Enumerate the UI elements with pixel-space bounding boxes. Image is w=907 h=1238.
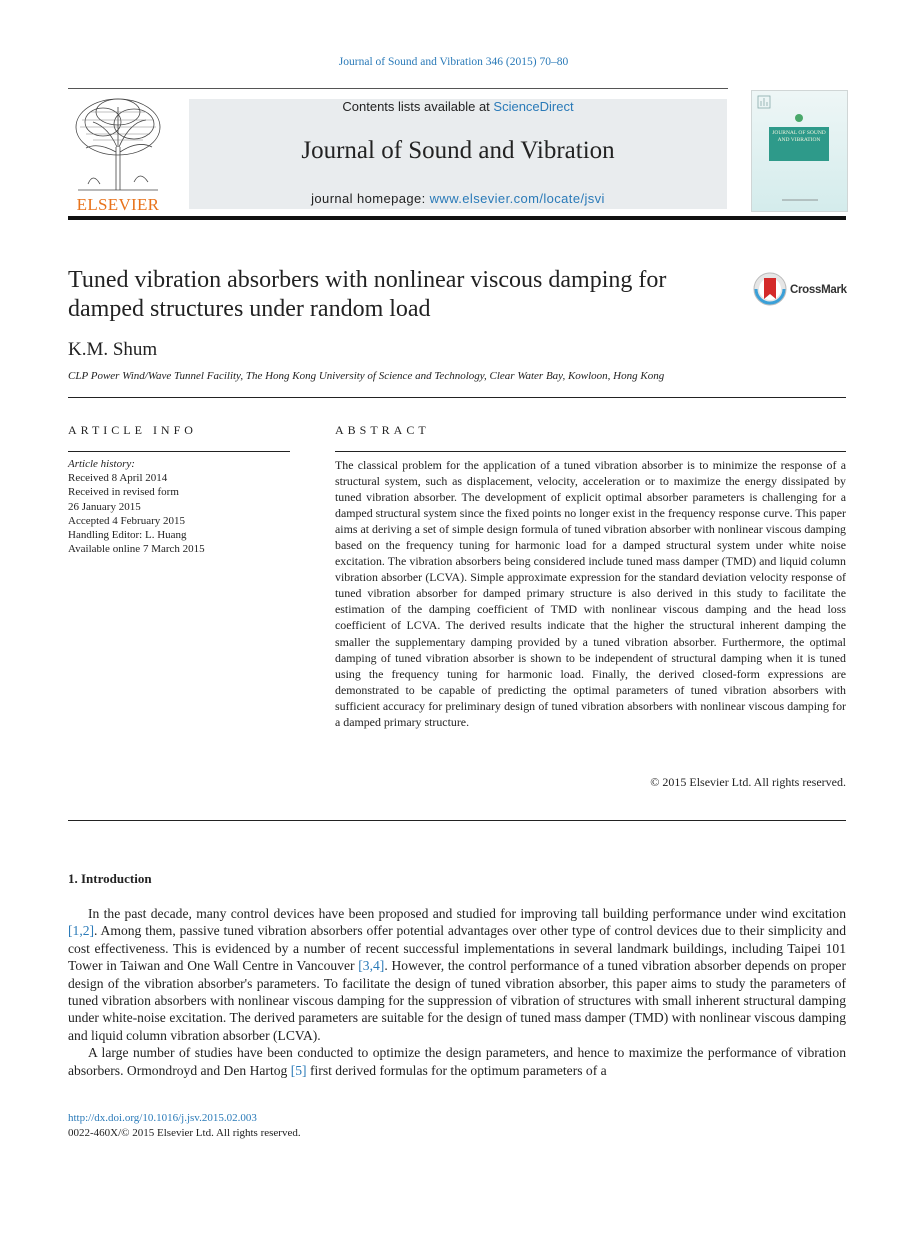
introduction-heading: 1. Introduction bbox=[68, 871, 152, 886]
cover-publisher-icon bbox=[780, 195, 820, 205]
tree-icon bbox=[68, 92, 168, 192]
crossmark-label: CrossMark bbox=[790, 284, 847, 296]
abstract-rule bbox=[335, 451, 846, 452]
abstract-copyright: © 2015 Elsevier Ltd. All rights reserved. bbox=[650, 775, 846, 789]
history-item: 26 January 2015 bbox=[68, 500, 141, 513]
introduction-body bbox=[68, 905, 846, 1079]
elsevier-wordmark: ELSEVIER bbox=[76, 195, 160, 214]
journal-banner bbox=[189, 99, 727, 209]
journal-citation[interactable]: Journal of Sound and Vibration 346 (2015) 70–80 bbox=[338, 56, 569, 68]
history-item: Available online 7 March 2015 bbox=[68, 543, 205, 556]
reference-link[interactable]: [5] bbox=[290, 1062, 307, 1078]
intro-text: first derived formulas for the optimum parameters of a bbox=[306, 1062, 607, 1078]
reference-link[interactable]: [3,4] bbox=[358, 958, 385, 974]
intro-text: . However, the control performance of a tuned vibration absorber depends on proper design of the vibration absorber's parameters. To facilitate the design of tuned vibration absorber, this paper aims to study the parameters of tuned vibration absorbers with nonlinear viscous damping for the suppression of vibration of structures with small inherent structural damping under white-noise excitation. The derived parameters are suitable for the design of tuned mass damper (TMD) with nonlinear viscous damping and liquid column vibration absorber (LCVA). bbox=[68, 958, 846, 1043]
author-name: K.M. Shum bbox=[68, 339, 158, 360]
header-top-rule bbox=[68, 88, 728, 89]
reference-link[interactable]: [1,2] bbox=[68, 923, 95, 939]
history-item: Handling Editor: L. Huang bbox=[68, 529, 187, 542]
article-title: Tuned vibration absorbers with nonlinear viscous damping for damped structures under random load bbox=[68, 267, 667, 322]
sciencedirect-link[interactable]: ScienceDirect bbox=[493, 99, 574, 114]
elsevier-tree-logo[interactable] bbox=[68, 92, 168, 212]
history-item: Received in revised form bbox=[68, 486, 179, 499]
article-info-rule bbox=[68, 451, 290, 452]
crossmark-icon bbox=[752, 271, 788, 307]
journal-header bbox=[68, 88, 846, 220]
intro-paragraph-1 bbox=[68, 905, 846, 1044]
info-top-rule bbox=[68, 397, 846, 398]
journal-name: Journal of Sound and Vibration bbox=[301, 137, 615, 164]
homepage-prefix: journal homepage: bbox=[311, 191, 430, 206]
header-bottom-rule bbox=[68, 216, 846, 220]
history-item: Accepted 4 February 2015 bbox=[68, 514, 185, 527]
cover-mini-logo-icon bbox=[757, 95, 771, 109]
contents-prefix: Contents lists available at bbox=[342, 99, 494, 114]
article-info-heading: ARTICLE INFO bbox=[68, 423, 197, 437]
doi-link[interactable]: http://dx.doi.org/10.1016/j.jsv.2015.02.003 bbox=[68, 1112, 257, 1124]
abstract-bottom-rule bbox=[68, 820, 846, 821]
intro-text: . Among them, passive tuned vibration absorbers offer potential advantages over other type of control devices due to their simplicity and cost effectiveness. This is evidenced by a number of recent successful implementations in several landmark buildings, including Taipei 101 Tower in Taiwan and One Wall Centre in Vancouver bbox=[68, 923, 846, 974]
issn-copyright: 0022-460X/© 2015 Elsevier Ltd. All rights reserved. bbox=[68, 1127, 301, 1139]
abstract-text: The classical problem for the application of a tuned vibration absorber is to minimize the response of a structural system, such as displacement, velocity, acceleration or to maximize the energy dissipated by tuned vibration absorber. The development of explicit optimal absorber parameters is challenging for a damped structural system since the fixed points no longer exist in the frequency response curve. This paper aims at deriving a set of simple design formula of tuned vibration absorber with nonlinear viscous damping based on the frequency tuning for harmonic load for a damped structural system under white noise excitation. The vibration absorbers being considered include tuned mass damper (TMD) and liquid column vibration absorber (LCVA). Simple approximate expression for the standard deviation velocity response of tuned vibration absorber for damped primary structure is also derived in this study to facilitate the estimation of the damping coefficient of TMD with nonlinear viscous damping and the head loss coefficient of LCVA. The derived results indicate that the higher the structural inherent damping the smaller the supplementary damping provided by a tuned vibration absorber. Furthermore, the optimal damping of tuned vibration absorber is shown to be independent of structural damping when it is tuned using the frequency tuning for harmonic load. Finally, the derived closed-form expressions are demonstrated to be capable of predicting the optimal parameters of tuned vibration absorbers with sufficient accuracy for preliminary design of tuned vibration absorbers with nonlinear viscous damping for a damped primary structure. bbox=[335, 458, 846, 729]
cover-emblem-icon bbox=[794, 113, 804, 123]
article-history bbox=[68, 457, 298, 556]
abstract-heading: ABSTRACT bbox=[335, 423, 430, 437]
history-item: Received 8 April 2014 bbox=[68, 472, 168, 485]
intro-text: A large number of studies have been conducted to optimize the design parameters, and hence to maximize the performance of vibration absorbers. Ormondroyd and Den Hartog bbox=[68, 1045, 846, 1078]
cover-title: JOURNAL OF SOUND AND VIBRATION bbox=[769, 127, 829, 161]
homepage-link[interactable]: www.elsevier.com/locate/jsvi bbox=[429, 191, 605, 206]
contents-line bbox=[189, 99, 727, 114]
history-label: Article history: bbox=[68, 458, 135, 470]
crossmark-badge[interactable] bbox=[752, 271, 847, 311]
author-affiliation: CLP Power Wind/Wave Tunnel Facility, The Hong Kong University of Science and Technology, Clear Water Bay, Kowloon, Hong Kong bbox=[68, 370, 665, 382]
intro-paragraph-2 bbox=[68, 1044, 846, 1079]
intro-text: In the past decade, many control devices have been proposed and studied for improving tall building performance under wind excitation bbox=[88, 906, 846, 921]
homepage-line bbox=[189, 191, 727, 206]
journal-cover-thumbnail[interactable] bbox=[751, 90, 848, 212]
